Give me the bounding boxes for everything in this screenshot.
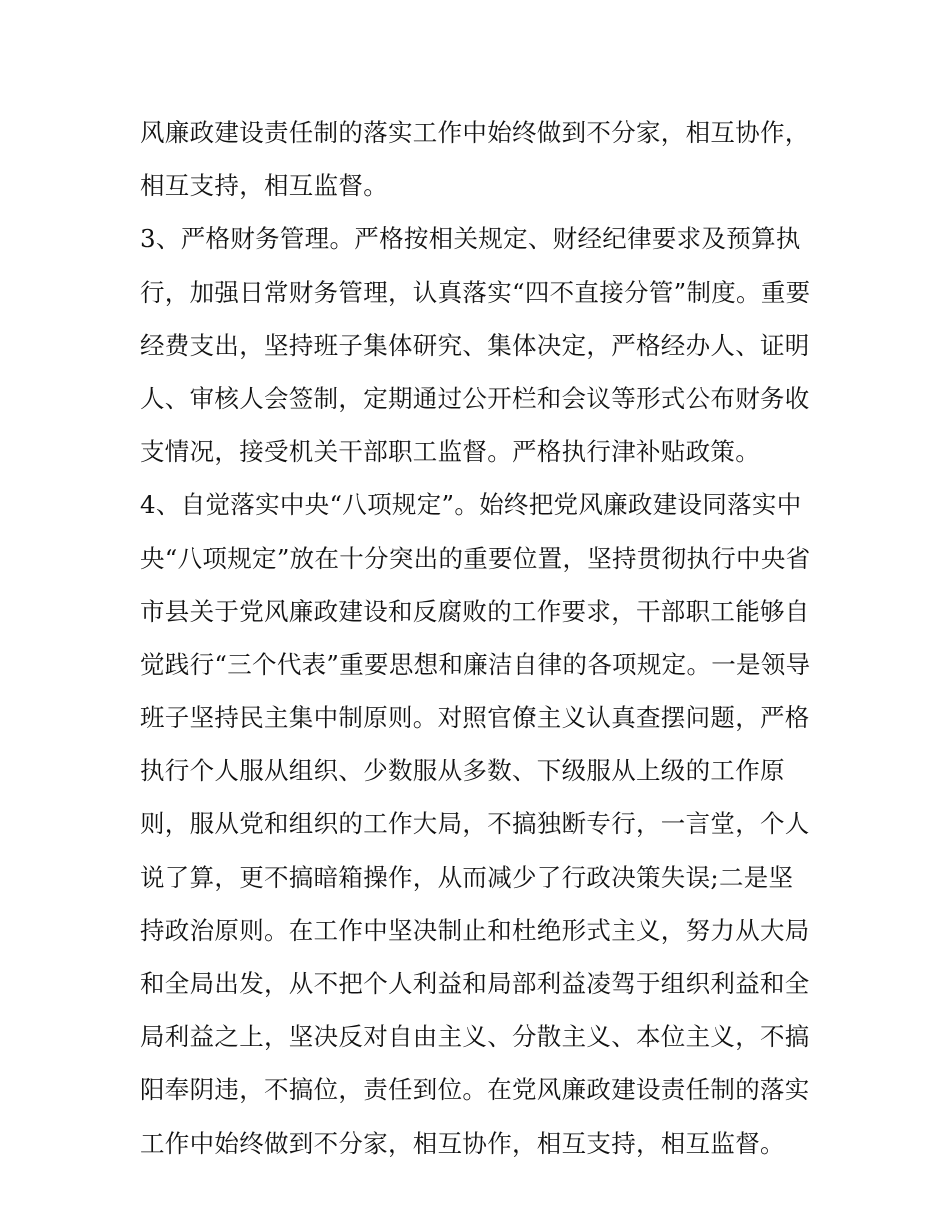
text-line: 和全局出发，从不把个人利益和局部利益凌驾于组织利益和全 (140, 969, 810, 998)
text-line: 央“八项规定”放在十分突出的重要位置，坚持贯彻执行中央省 (140, 543, 811, 573)
text-line: 班子坚持民主集中制原则。对照官僚主义认真查摆问题，严格 (140, 703, 810, 733)
text-line: 4、自觉落实中央“八项规定”。始终把党风廉政建设同落实中 (140, 490, 802, 520)
text-line: 支情况，接受机关干部职工监督。严格执行津补贴政策。 (140, 437, 760, 467)
text-line: 执行个人服从组织、少数服从多数、下级服从上级的工作原 (140, 756, 785, 786)
text-line: 相互支持，相互监督。 (140, 171, 388, 201)
text-line: 持政治原则。在工作中坚决制止和杜绝形式主义，努力从大局 (140, 915, 810, 945)
text-line: 经费支出，坚持班子集体研究、集体决定，严格经办人、证明 (140, 330, 810, 360)
text-line: 说了算，更不搞暗箱操作，从而减少了行政决策失误;二是坚 (140, 862, 794, 892)
text-line: 行，加强日常财务管理，认真落实“四不直接分管”制度。重要 (140, 277, 811, 307)
text-line: 人、审核人会签制，定期通过公开栏和会议等形式公布财务收 (140, 383, 810, 413)
text-line: 则，服从党和组织的工作大局，不搞独断专行，一言堂，个人 (140, 809, 810, 839)
text-line: 风廉政建设责任制的落实工作中始终做到不分家，相互协作， (140, 118, 810, 147)
text-line: 3、严格财务管理。严格按相关规定、财经纪律要求及预算执 (140, 224, 801, 254)
text-line: 工作中始终做到不分家，相互协作，相互支持，相互监督。 (140, 1128, 785, 1158)
text-line: 觉践行“三个代表”重要思想和廉洁自律的各项规定。一是领导 (140, 649, 811, 679)
text-line: 阳奉阴违，不搞位，责任到位。在党风廉政建设责任制的落实 (140, 1075, 810, 1105)
text-line: 局利益之上，坚决反对自由主义、分散主义、本位主义，不搞 (140, 1022, 810, 1052)
text-line: 市县关于党风廉政建设和反腐败的工作要求，干部职工能够自 (140, 596, 810, 626)
document-body-text (140, 106, 820, 1170)
